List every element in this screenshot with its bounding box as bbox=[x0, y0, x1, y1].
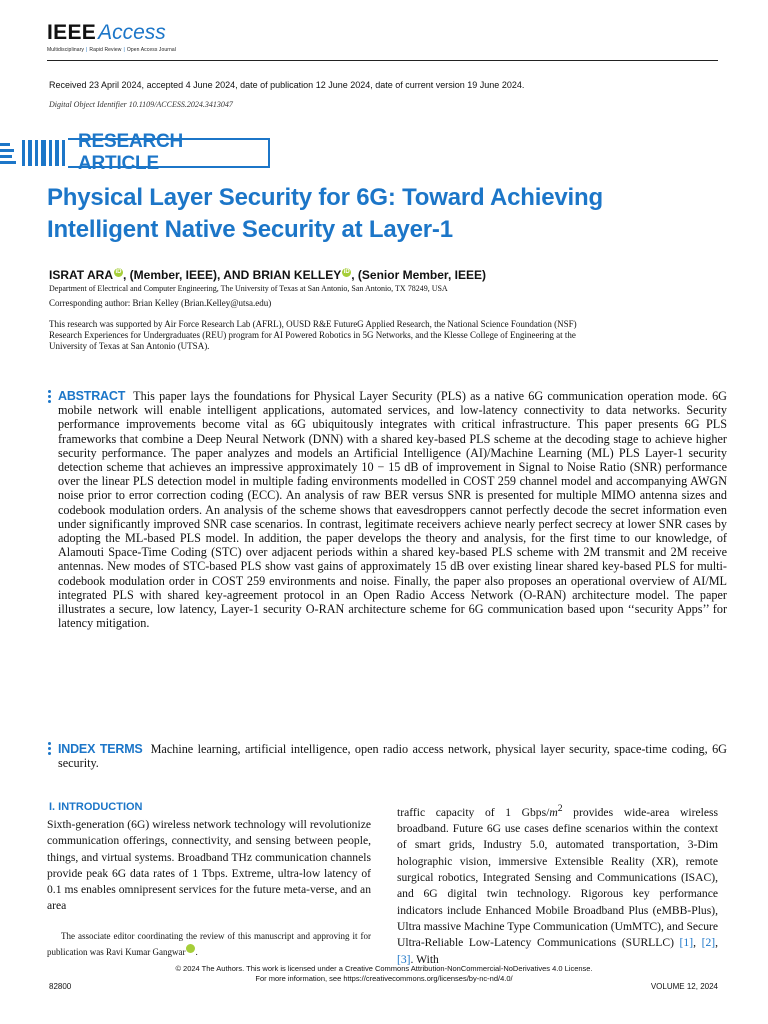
author-role: , (Member, IEEE), AND BRIAN KELLEY bbox=[123, 268, 342, 282]
citation-link[interactable]: [1] bbox=[679, 936, 694, 950]
introduction-heading: I. INTRODUCTION bbox=[49, 801, 143, 813]
intro-left-column: Sixth-generation (6G) wireless network technology will revolutionize communication offerings, connectivity, and sensing between people, things, and virtual systems. Broadband THz communication channels provide peak 6G data rates of 1 Tbps. Extreme, ultra-low latency of 0.1 ms enables omnipresent services for the future meta-verse, and an area bbox=[47, 818, 371, 913]
volume-label: VOLUME 12, 2024 bbox=[650, 982, 718, 991]
doi-prefix: Digital Object Identifier bbox=[49, 100, 127, 109]
paper-title: Physical Layer Security for 6G: Toward Achieving Intelligent Native Security at Layer-1 bbox=[47, 184, 603, 243]
index-terms-text: Machine learning, artificial intelligence, open radio access network, physical layer security, space-time coding, 6G security. bbox=[58, 742, 727, 771]
section-dots-icon bbox=[48, 742, 51, 757]
corresponding-author: Corresponding author: Brian Kelley (Brian.Kelley@utsa.edu) bbox=[49, 298, 272, 308]
editor-note: The associate editor coordinating the review of this manuscript and approving it for publication was Ravi Kumar Gangwar iD. bbox=[47, 931, 371, 957]
tagline-item: Multidisciplinary bbox=[47, 47, 84, 53]
abstract-section bbox=[58, 389, 727, 630]
abstract-text: This paper lays the foundations for Physical Layer Security (PLS) as a native 6G communication operation mode. 6G mobile network will enable intelligent applications, automated services, and low-latency connectivity to data networks. Security performance improvements become vital as 6G ubiquitously integrates with critical infrastructure. This paper presents 6G PLS frameworks that combine a Deep Neural Network (DNN) with a shared key-based PLS scheme at the decoding stage to achieve higher security performance. The paper analyzes and models an Artificial Intelligence (AI)/Machine Learning (ML) PLS Layer-1 security detection scheme that achieves an impressive approximately 10 − 15 dB of improvement in Signal to Noise Ratio (SNR) performance over the linear PLS detection model in multiple fading environments modelled in COST 259 channel model and accompanying AWGN noise prior to error correction coding (ECC). An analysis of raw BER versus SNR is presented for multiple MIMO antenna sizes and codebook modulation orders. An analysis of the scheme shows that eavesdroppers cannot perfectly decode the secret information even under significantly improved SNR case scenarios. In contrast, legitimate receivers achieve nearly perfect secrecy at lower SNR cases by adopting the ML-based PLS model. In addition, the paper develops the theory and analysis, for the first time to our knowledge, of Alamouti Space-Time Coding (STC) over adjacent periods within a shared key-based PLS scheme with 2M transmit and 2M receive antennas. New modes of STC-based PLS show vast gains of approximately 15 dB over existing linear shared key-based PLS for multi-codebook modulation order in COST 259 environments and noise. Finally, the paper also proposes an operational overview of AI/ML integrated PLS with shared key-agreement protocol in an Open Radio Access Network (O-RAN) architecture model. The paper illustrates a secure, low latency, Layer-1 security O-RAN architecture scheme for 6G communication based upon ‘‘security Apps’’ for latency mitigation. bbox=[58, 389, 727, 631]
unit-m: m bbox=[549, 805, 558, 819]
banner-stripes bbox=[0, 140, 66, 166]
journal-logo bbox=[47, 22, 207, 56]
logo-access: Access bbox=[98, 21, 166, 44]
doi-line bbox=[49, 100, 718, 110]
orcid-icon[interactable]: iD bbox=[115, 269, 122, 275]
article-type-label: RESEARCH ARTICLE bbox=[78, 131, 184, 174]
intro-right-text: traffic capacity of 1 Gbps/ bbox=[397, 805, 550, 819]
header-divider bbox=[47, 60, 718, 61]
index-terms-section bbox=[58, 742, 727, 770]
logo-tagline: Multidisciplinary | Rapid Review | Open Access Journal bbox=[47, 47, 177, 53]
author-line bbox=[49, 268, 718, 283]
logo-ieee: IEEE bbox=[47, 21, 97, 44]
tagline-item: Open Access Journal bbox=[126, 47, 177, 53]
orcid-icon[interactable]: iD bbox=[186, 944, 195, 953]
doi-value[interactable]: 10.1109/ACCESS.2024.3413047 bbox=[128, 100, 233, 109]
unit-exponent: 2 bbox=[557, 803, 563, 814]
funding-statement: This research was supported by Air Force Research Lab (AFRL), OUSD R&E FutureG Applied Research, the National Science Foundation (NSF) Research Experiences for Undergraduates (REU) program for AI Powered Robotics in 5G Networks, and the Klesse College of Engineering at the University of Texas at San Antonio (UTSA). bbox=[49, 319, 577, 351]
license-line: © 2024 The Authors. This work is licensed under a Creative Commons Attribution-NonCommercial-NoDerivatives 4.0 License. bbox=[175, 964, 593, 973]
author-role: , (Senior Member, IEEE) bbox=[351, 268, 486, 282]
article-type-banner bbox=[0, 131, 270, 174]
abstract-heading: ABSTRACT bbox=[58, 389, 126, 403]
citation-link[interactable]: [3] bbox=[397, 952, 411, 966]
index-terms-heading: INDEX TERMS bbox=[58, 742, 143, 756]
editor-note-text: The associate editor coordinating the review of this manuscript and approving it for publication was Ravi Kumar Gangwar bbox=[47, 931, 371, 957]
author-name: ISRAT ARA bbox=[49, 268, 113, 282]
citation-link[interactable]: [2] bbox=[701, 936, 716, 950]
publication-dates: Received 23 April 2024, accepted 4 June 2024, date of publication 12 June 2024, date of current version 19 June 2024. bbox=[49, 80, 525, 90]
orcid-icon[interactable]: iD bbox=[343, 269, 350, 275]
license-notice bbox=[0, 964, 768, 984]
tagline-item: Rapid Review bbox=[89, 47, 122, 53]
intro-right-text: provides wide-area wireless broadband. Future 6G use cases define scenarios within the context of smart grids, Industry 5.0, automated transportation, 3-Dim holographic vision, immersive Extensible Reality (XR), remote surgical robotics, Integrated Sensing and Communications (ISAC), and 6G digital twin technology. Rigorous key performance indicators include Enhanced Mobile Broadband Plus (eMBB-Plus), Ultra massive Machine Type Communication (UmMTC), and Secure Ultra-Reliable Low-Latency Communications (SURLLC) bbox=[397, 805, 718, 950]
section-dots-icon bbox=[48, 390, 51, 405]
page-number: 82800 bbox=[49, 982, 72, 991]
affiliation: Department of Electrical and Computer Engineering, The University of Texas at San Antonio, San Antonio, TX 78249, USA bbox=[49, 284, 448, 293]
intro-right-tail: . With bbox=[410, 952, 439, 966]
license-link[interactable]: For more information, see https://creativecommons.org/licenses/by-nc-nd/4.0/ bbox=[255, 974, 513, 983]
intro-right-column: traffic capacity of 1 Gbps/$m^2$ provides wide-area wireless broadband. Future 6G use cases define scenarios within the context of smart grids, Industry 5.0, automated transportation, 3-Dim holographic vision, immersive Extensible Reality (XR), remote surgical robotics, Integrated Sensing and Communications (ISAC), and 6G digital twin technology. Rigorous key performance indicators include Enhanced Mobile Broadband Plus (eMBB-Plus), Ultra massive Machine Type Communication (UmMTC), and Secure Ultra-Reliable Low-Latency Communications (SURLLC) [1], [2], [3]. With bbox=[397, 803, 719, 966]
